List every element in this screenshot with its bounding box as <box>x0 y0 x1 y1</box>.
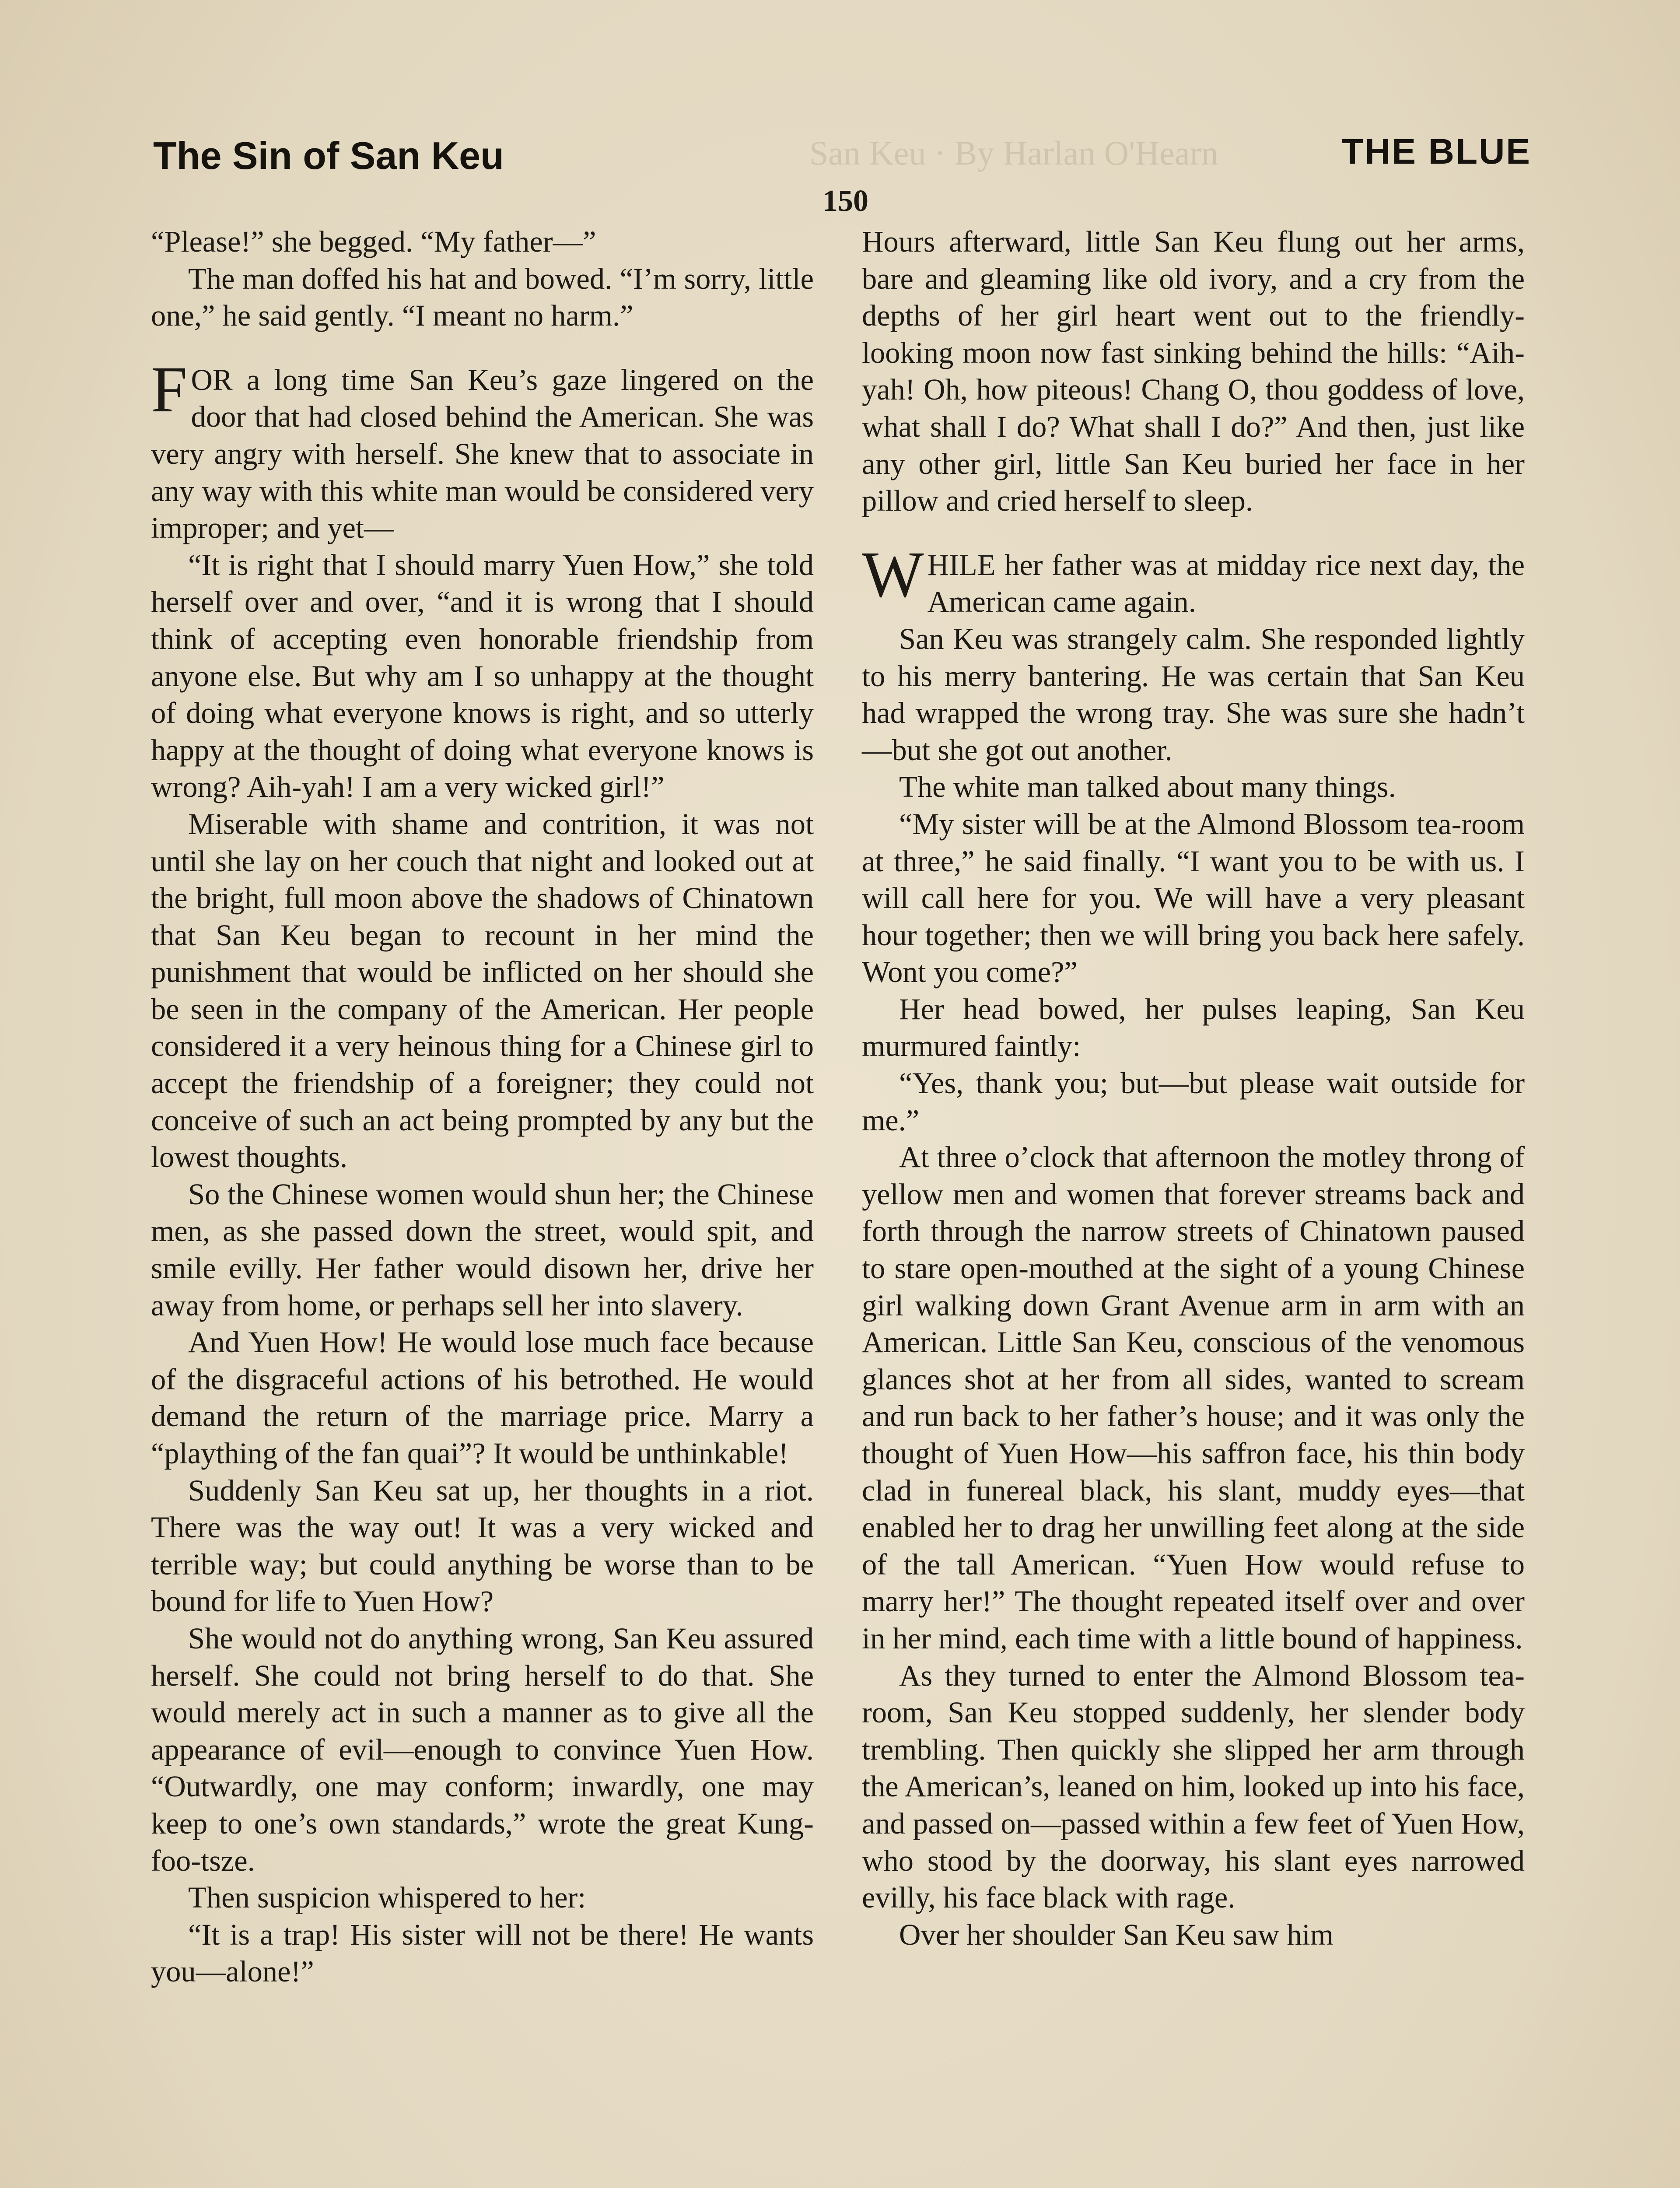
paragraph: And Yuen How! He would lose much face because of the disgraceful actions of his betrothed. He would demand the return of the marriage price. Marry a “plaything of the fan quai”? It would be unthinkable! <box>151 1325 814 1470</box>
paragraph: “It is a trap! His sister will not be there! He wants you—alone!” <box>151 1918 814 1988</box>
paragraph: “It is right that I should marry Yuen How,” she told herself over and over, “and it is wrong that I should think of accepting even honorable friendship from anyone else. But why am I so unhappy at the thought of doing what everyone knows is right, and so utterly happy at the thought of doing what everyone knows is wrong? Aih-yah! I am a very wicked girl!” <box>151 548 814 804</box>
magazine-title: THE BLUE <box>1341 132 1531 172</box>
paragraph: Over her shoulder San Keu saw him <box>899 1918 1334 1951</box>
paragraph: Miserable with shame and contrition, it was not until she lay on her couch that night and looked out at the bright, full moon above the shadows of Chinatown that San Keu began to recount in her mind the punishment that would be inflicted on her should she be seen in the company of the American. Her people considered it a very heinous thing for a Chinese girl to accept the friendship of a foreigner; they could not conceive of such an act being prompted by any but the lowest thoughts. <box>151 807 814 1174</box>
page-number: 150 <box>822 184 868 218</box>
paragraph-text: OR a long time San Keu’s gaze lingered on the door that had closed behind the American. She was very angry with herself. She knew that to associate in any way with this white man would be considered very improper; and yet— <box>151 363 814 545</box>
paragraph: Her head bowed, her pulses leaping, San Keu murmured faintly: <box>862 992 1525 1063</box>
paragraph: At three o’clock that afternoon the motley throng of yellow men and women that forever streams back and forth through the narrow streets of Chinatown paused to stare open-mouthed at the sight of a young Chinese girl walking down Grant Avenue arm in arm with an American. Little San Keu, conscious of the venomous glances shot at her from all sides, wanted to scream and run back to her father’s house; and it was only the thought of Yuen How—his saffron face, his thin body clad in funereal black, his slant, muddy eyes—that enabled her to drag her unwilling feet along at the side of the tall American. “Yuen How would refuse to marry her!” The thought repeated itself over and over in her mind, each time with a little bound of happiness. <box>862 1140 1525 1655</box>
paragraph: The white man talked about many things. <box>899 770 1396 804</box>
section-opening-paragraph <box>862 538 1525 621</box>
paragraph: San Keu was strangely calm. She responded lightly to his merry bantering. He was certain that San Keu had wrapped the wrong tray. She was sure she hadn’t—but she got out another. <box>862 622 1525 767</box>
faint-bleed-through-byline: San Keu · By Harlan O'Hearn <box>809 134 1218 172</box>
paragraph-text: HILE her father was at midday rice next day, the American came again. <box>927 548 1525 619</box>
paragraph: “Please!” she begged. “My father—” <box>151 225 596 258</box>
paragraph: So the Chinese women would shun her; the Chinese men, as she passed down the street, would spit, and smile evilly. Her father would disown her, drive her away from home, or perhaps sell her into slavery. <box>151 1177 814 1322</box>
paragraph: As they turned to enter the Almond Blossom tea-room, San Keu stopped suddenly, her slender body trembling. Then quickly she slipped her arm through the American’s, leaned on him, looked up into his face, and passed on—passed within a few feet of Yuen How, who stood by the doorway, his slant eyes narrowed evilly, his face black with rage. <box>862 1659 1525 1914</box>
right-text-column <box>862 223 1525 1953</box>
paragraph: “My sister will be at the Almond Blossom tea-room at three,” he said finally. “I want you to be with us. I will call here for you. We will have a very pleasant hour together; then we will bring you back here safely. Wont you come?” <box>862 807 1525 989</box>
paragraph: The man doffed his hat and bowed. “I’m sorry, little one,” he said gently. “I meant no harm.” <box>151 262 814 333</box>
paragraph: Suddenly San Keu sat up, her thoughts in a riot. There was the way out! It was a very wicked and terrible way; but could anything be worse than to be bound for life to Yuen How? <box>151 1473 814 1618</box>
drop-cap: F <box>151 353 188 426</box>
paragraph: Hours afterward, little San Keu flung out her arms, bare and gleaming like old ivory, and a cry from the depths of her girl heart went out to the friendly-looking moon now fast sinking behind the hills: “Aih-yah! Oh, how piteous! Chang O, thou goddess of love, what shall I do? What shall I do?” And then, just like any other girl, little San Keu buried her face in her pillow and cried herself to sleep. <box>862 225 1525 518</box>
drop-cap: W <box>862 538 924 611</box>
story-title: The Sin of San Keu <box>153 134 504 177</box>
paragraph: “Yes, thank you; but—but please wait outside for me.” <box>862 1066 1525 1137</box>
section-opening-paragraph <box>151 353 814 547</box>
left-text-column <box>151 223 814 1990</box>
paragraph: Then suspicion whispered to her: <box>188 1881 586 1914</box>
paragraph: She would not do anything wrong, San Keu assured herself. She could not bring herself to do that. She would merely act in such a manner as to give all the appearance of evil—enough to convince Yuen How. “Outwardly, one may conform; inwardly, one may keep to one’s own standards,” wrote the great Kung-foo-tsze. <box>151 1621 814 1877</box>
